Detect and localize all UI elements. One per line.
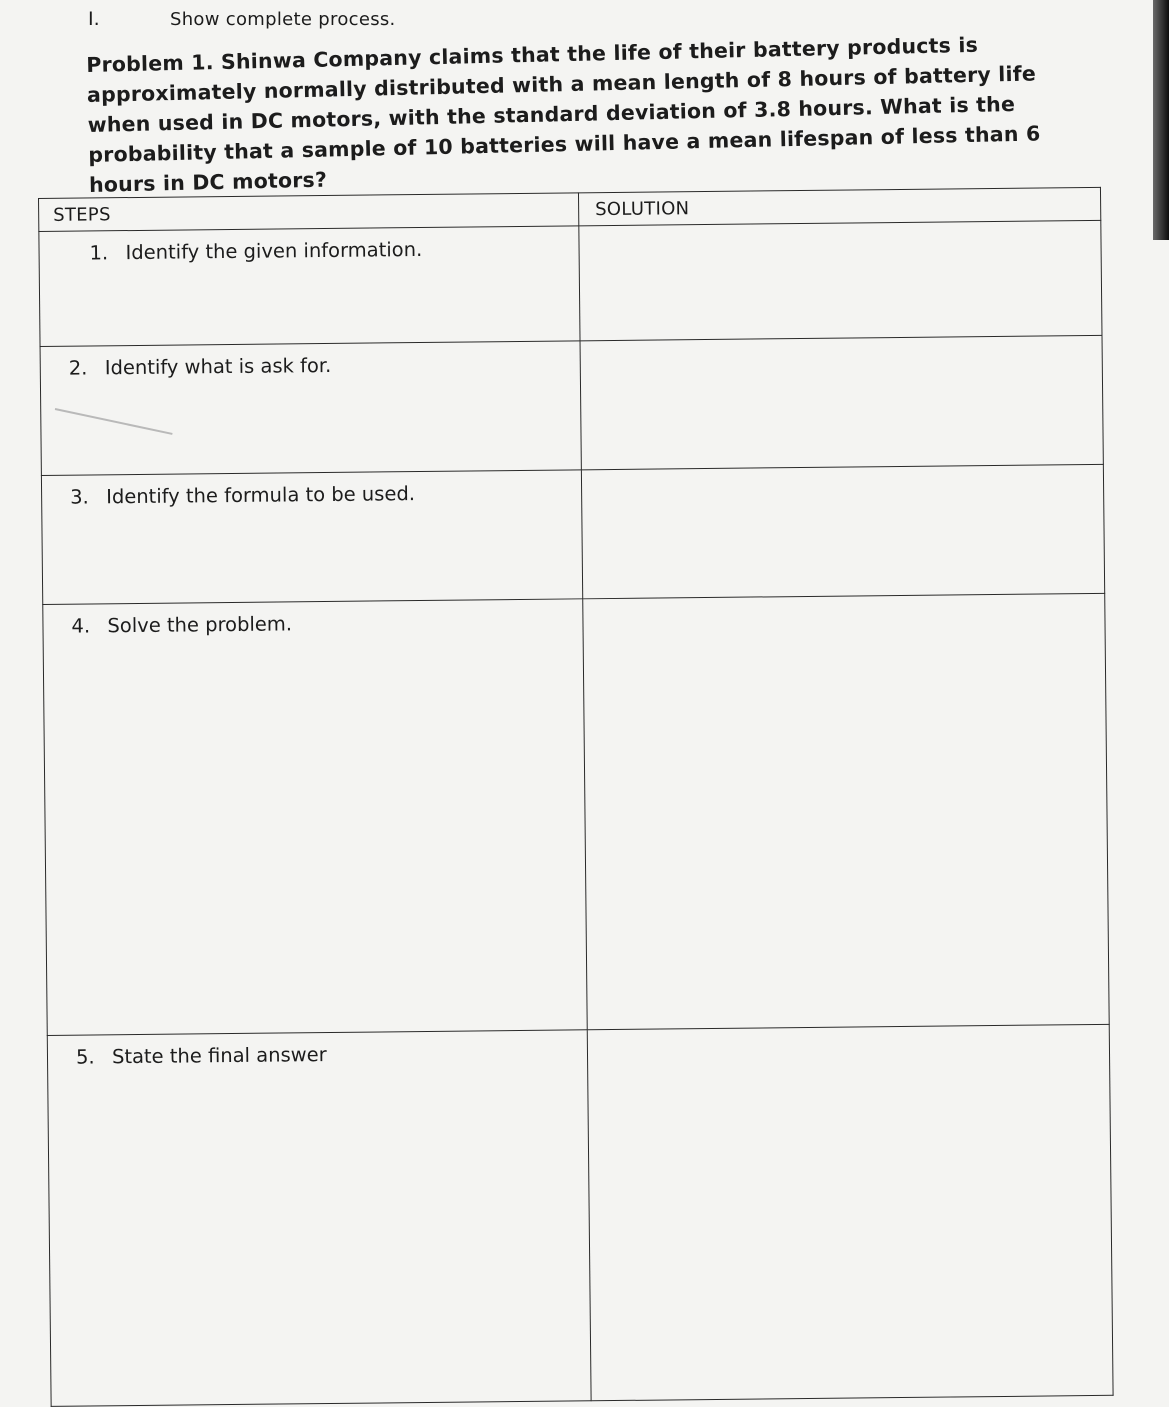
table-row [40,335,1103,475]
solution-column-header: SOLUTION [578,187,1100,225]
solution-cell-4[interactable] [583,593,1109,1029]
steps-solution-table-wrapper [38,187,1140,1372]
table-row [47,1024,1113,1406]
step-cell [41,470,582,605]
step-cell [39,226,580,347]
step-cell [47,1030,591,1407]
step-label: Identify the given information. [125,237,423,265]
instruction-text: Show complete process. [170,9,396,30]
solution-cell-2[interactable] [580,335,1103,469]
solution-cell-5[interactable] [587,1024,1113,1400]
solution-cell-3[interactable] [581,464,1104,598]
step-number: 4. [71,614,91,638]
step-number: 1. [89,241,109,265]
table-row [43,593,1109,1035]
step-number: 5. [75,1045,95,1069]
steps-solution-table [38,187,1114,1407]
step-cell [40,341,581,476]
table-row [41,464,1104,604]
step-cell [43,599,587,1036]
section-numeral: I. [88,8,100,30]
step-number: 2. [68,356,88,380]
photo-background-edge [1153,0,1169,240]
step-label: Identify what is ask for. [104,353,332,380]
steps-column-header: STEPS [39,193,579,232]
step-label: Identify the formula to be used. [106,482,416,509]
step-number: 3. [70,485,89,509]
solution-cell-1[interactable] [579,220,1102,340]
table-row [39,220,1102,346]
problem-statement: Problem 1. Shinwa Company claims that the life of their battery products is approximately normally distributed with a mean length of 8 hours of battery life when used in DC motors, with the standard deviation of 3.8 hours. What is the probability that a sample of 10 batteries will have a mean lifespan of less than 6 hours in DC motors? [86,32,1041,197]
step-label: Solve the problem. [107,612,293,638]
step-label: State the final answer [111,1043,327,1069]
